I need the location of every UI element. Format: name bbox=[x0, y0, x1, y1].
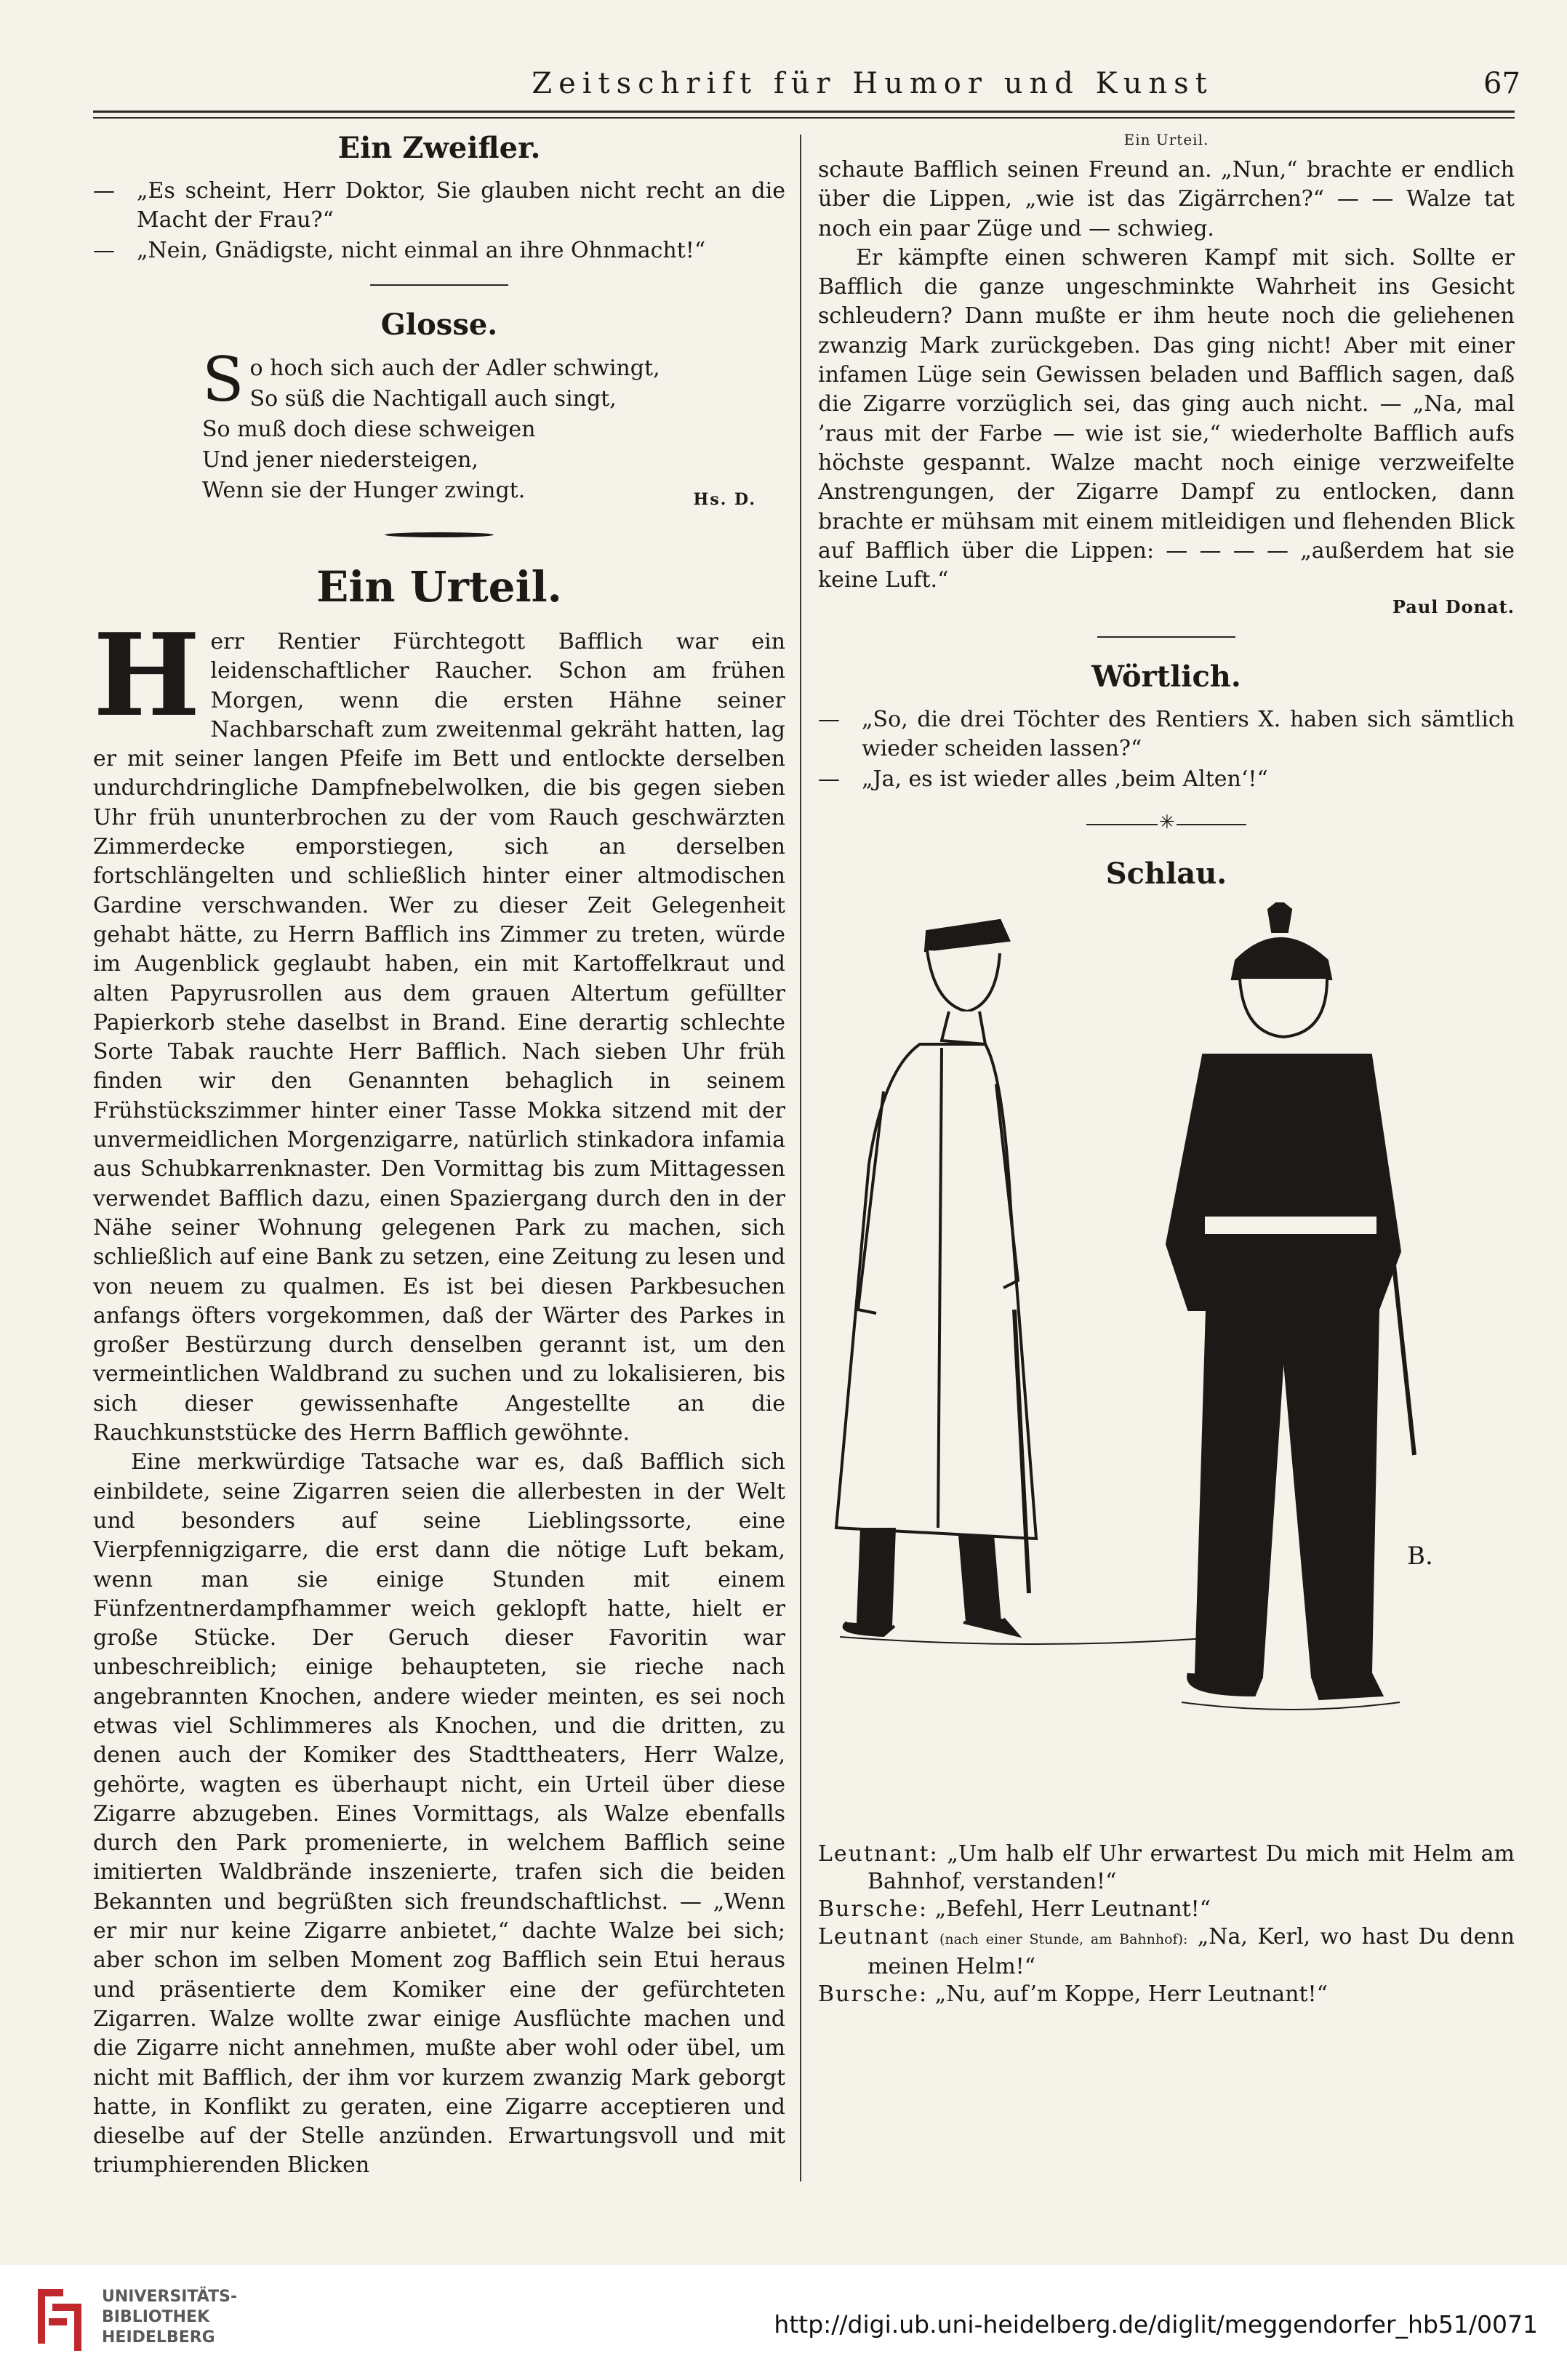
soldier-figure bbox=[1167, 902, 1414, 1699]
glosse-title: Glosse. bbox=[380, 308, 498, 342]
library-logo-text: UNIVERSITÄTS- BIBLIOTHEK HEIDELBERG bbox=[102, 2288, 238, 2347]
right-column bbox=[818, 131, 1515, 2008]
drop-cap-initial: H bbox=[93, 609, 201, 742]
dialog-line: — „So, die drei Töchter des Rentiers X. haben sich sämtlich wieder scheiden lassen?“ bbox=[818, 707, 1515, 762]
poem-line: Wenn sie der Hunger zwingt. bbox=[202, 478, 526, 503]
artist-monogram: B. bbox=[1407, 1542, 1433, 1571]
zweifler-title: Ein Zweifler. bbox=[337, 131, 541, 165]
urteil-continued-paragraph: schaute Bafflich seinen Freund an. „Nun,“ brachte er endlich über die Lippen, „wie ist das Zigärrchen?“ — — Walze tat noch ein paar Züge und — schwieg. bbox=[818, 157, 1515, 241]
ornament-divider bbox=[385, 532, 494, 537]
ornamental-initial: S bbox=[202, 344, 244, 415]
officer-figure bbox=[836, 921, 1036, 1635]
header-rule-thin bbox=[93, 117, 1515, 119]
dialog-line: — „Nein, Gnädigste, nicht einmal an ihre Ohnmacht!“ bbox=[93, 238, 706, 263]
poem-line: So muß doch diese schweigen bbox=[202, 417, 536, 442]
caption-line: Bursche: „Befehl, Herr Leutnant!“ bbox=[818, 1896, 1211, 1923]
cartoon-illustration bbox=[818, 902, 1515, 1833]
left-column bbox=[93, 131, 785, 2181]
column-divider bbox=[800, 135, 801, 2181]
library-footer bbox=[0, 2265, 1567, 2380]
schlau-title: Schlau. bbox=[1105, 857, 1227, 892]
caption-line: Bursche: „Nu, auf’m Koppe, Herr Leutnant!“ bbox=[818, 1982, 1328, 2008]
page-number: 67 bbox=[1483, 67, 1520, 100]
woertlich-dialog bbox=[818, 705, 1515, 794]
caption-line: Leutnant: „Um halb elf Uhr erwartest Du mich mit Helm am Bahnhof, verstanden!“ bbox=[818, 1841, 1515, 1895]
zweifler-dialog bbox=[93, 177, 785, 265]
urteil-continued-paragraph: Er kämpfte einen schweren Kampf mit sich. Sollte er Bafflich die ganze ungeschminkte Wahrheit ins Gesicht schleudern? Dann mußte er ihm heute noch die geliehenen zwanzig Mark zurückgeben. Das ging nicht! Aber mit einer infamen Lüge sein Gewissen beladen und Bafflich sagen, daß die Zigarre vorzüglich sei, das ging auch nicht. — „Na, mal ’raus mit der Farbe — wie ist sie,“ wiederholte Bafflich aufs höchste gespannt. Walze macht noch einige verzweifelte Anstrengungen, der Zigarre Dampf zu entlocken, dann brachte er mühsam mit einem mitleidigen und flehenden Blick auf Bafflich über die Lippen: — — — — „außerdem hat sie keine Luft.“ bbox=[818, 244, 1515, 593]
author-signature: Paul Donat. bbox=[1392, 596, 1515, 618]
library-logo-icon bbox=[23, 2278, 96, 2358]
poem-line: Und jener niedersteigen, bbox=[202, 447, 478, 473]
poem-line: So hoch sich auch der Adler schwingt, bbox=[202, 344, 660, 415]
woertlich-title: Wörtlich. bbox=[1091, 660, 1241, 694]
header-rule bbox=[93, 111, 1515, 113]
source-url-link[interactable]: http://digi.ub.uni-heidelberg.de/diglit/meggendorfer_hb51/0071 bbox=[774, 2310, 1538, 2339]
urteil-paragraph: Eine merkwürdige Tatsache war es, daß Bafflich sich einbildete, seine Zigarren seien die allerbesten in der Welt und besonders auf seine Lieblingssorte, eine Vierpfennigzigarre, die erst dann die nötige Luft bekam, wenn man sie einige Stunden mit einem Fünfzentnerdampfhammer weich geklopft hatte, hielt er große Stücke. Der Geruch dieser Favoritin war unbeschreiblich; einige behaupteten, sie rieche nach angebrannten Knochen, andere wieder meinten, es sei noch etwas viel Schlimmeres als Knochen, und die dritten, zu denen auch der Komiker des Stadttheaters, Herr Walze, gehörte, wagten es überhaupt nicht, ein Urteil über diese Zigarre abzugeben. Eines Vormittags, als Walze ebenfalls durch den Park promenierte, in welchem Bafflich seine imitierten Waldbrände inszenierte, trafen sich die beiden Bekannten und begrüßten sich freundschaftlichst. — „Wenn er mir nur keine Zigarre anbietet,“ dachte Walze bei sich; aber schon im selben Moment zog Bafflich sein Etui heraus und präsentierte dem Komiker eine der gefürchteten Zigarren. Walze wollte zwar einige Ausflüchte machen und die Zigarre nicht annehmen, mußte aber wohl oder übel, um nicht mit Bafflich, der ihm vor kurzem zwanzig Mark geborgt hatte, in Konflikt zu geraten, eine Zigarre acceptieren und dieselbe auf der Stelle anzünden. Erwartungsvoll und mit triumphierenden Blicken bbox=[93, 1449, 785, 2179]
section-rule bbox=[370, 284, 508, 286]
urteil-paragraph: Herr Rentier Fürchtegott Bafflich war ein leidenschaftlicher Raucher. Schon am frühen Morgen, wenn die ersten Hähne seiner Nachbarschaft zum zweitenmal gekräht hatten, lag er mit seiner langen Pfeife im Bett und entlockte derselben undurchdringliche Dampfnebelwolken, die bis gegen sieben Uhr früh ununterbrochen zu der vom Rauch geschwärzten Zimmerdecke emporstiegen, sich an derselben fortschlängelten und schließlich hinter einer altmodischen Gardine verschwanden. Wer zu dieser Zeit Gelegenheit gehabt hätte, zu Herrn Bafflich ins Zimmer zu treten, würde im Augenblick geglaubt haben, ein mit Kartoffelkraut und alten Papyrusrollen aus dem grauen Altertum gefüllter Papierkorb stehe daselbst in Brand. Eine derartig schlechte Sorte Tabak rauchte Herr Bafflich. Nach sieben Uhr früh finden wir den Genannten behaglich in seinem Frühstückszimmer hinter einer Tasse Mokka sitzend mit der unvermeidlichen Morgenzigarre, natürlich stinkadora infamia aus Schubkarrenknaster. Den Vormittag bis zum Mittagessen verwendet Bafflich dazu, einen Spaziergang durch den in der Nähe seiner Wohnung gelegenen Park zu machen, sich schließlich auf eine Bank zu setzen, eine Zeitung zu lesen und von neuem zu qualmen. Es ist bei diesen Parkbesuchen anfangs öfters vorgekommen, daß der Wärter des Parkes in großer Bestürzung durch denselben gerannt ist, um den vermeintlichen Waldbrand zu suchen und zu lokalisieren, bis sich dieser gewissenhafte Angestellte an die Rauchkunststücke des Herrn Bafflich gewöhnte. bbox=[93, 609, 785, 1446]
caption-line: Leutnant (nach einer Stunde, am Bahnhof): „Na, Kerl, wo hast Du denn meinen Helm!“ bbox=[818, 1924, 1515, 1980]
dialog-line: — „Es scheint, Herr Doktor, Sie glauben nicht recht an die Macht der Frau?“ bbox=[93, 178, 785, 233]
star-divider: ✳ bbox=[1086, 816, 1246, 833]
continued-label: Ein Urteil. bbox=[1123, 131, 1209, 148]
urteil-title: Ein Urteil. bbox=[316, 562, 562, 612]
poem-signature: Hs. D. bbox=[693, 490, 756, 509]
poem-line: So süß die Nachtigall auch singt, bbox=[249, 386, 617, 412]
section-rule bbox=[1097, 636, 1235, 638]
cartoon-caption bbox=[818, 1840, 1515, 2008]
journal-title: Zeitschrift für Humor und Kunst bbox=[532, 67, 1214, 100]
dialog-line: — „Ja, es ist wieder alles ‚beim Alten‘!“ bbox=[818, 766, 1268, 793]
glosse-poem bbox=[202, 344, 785, 506]
